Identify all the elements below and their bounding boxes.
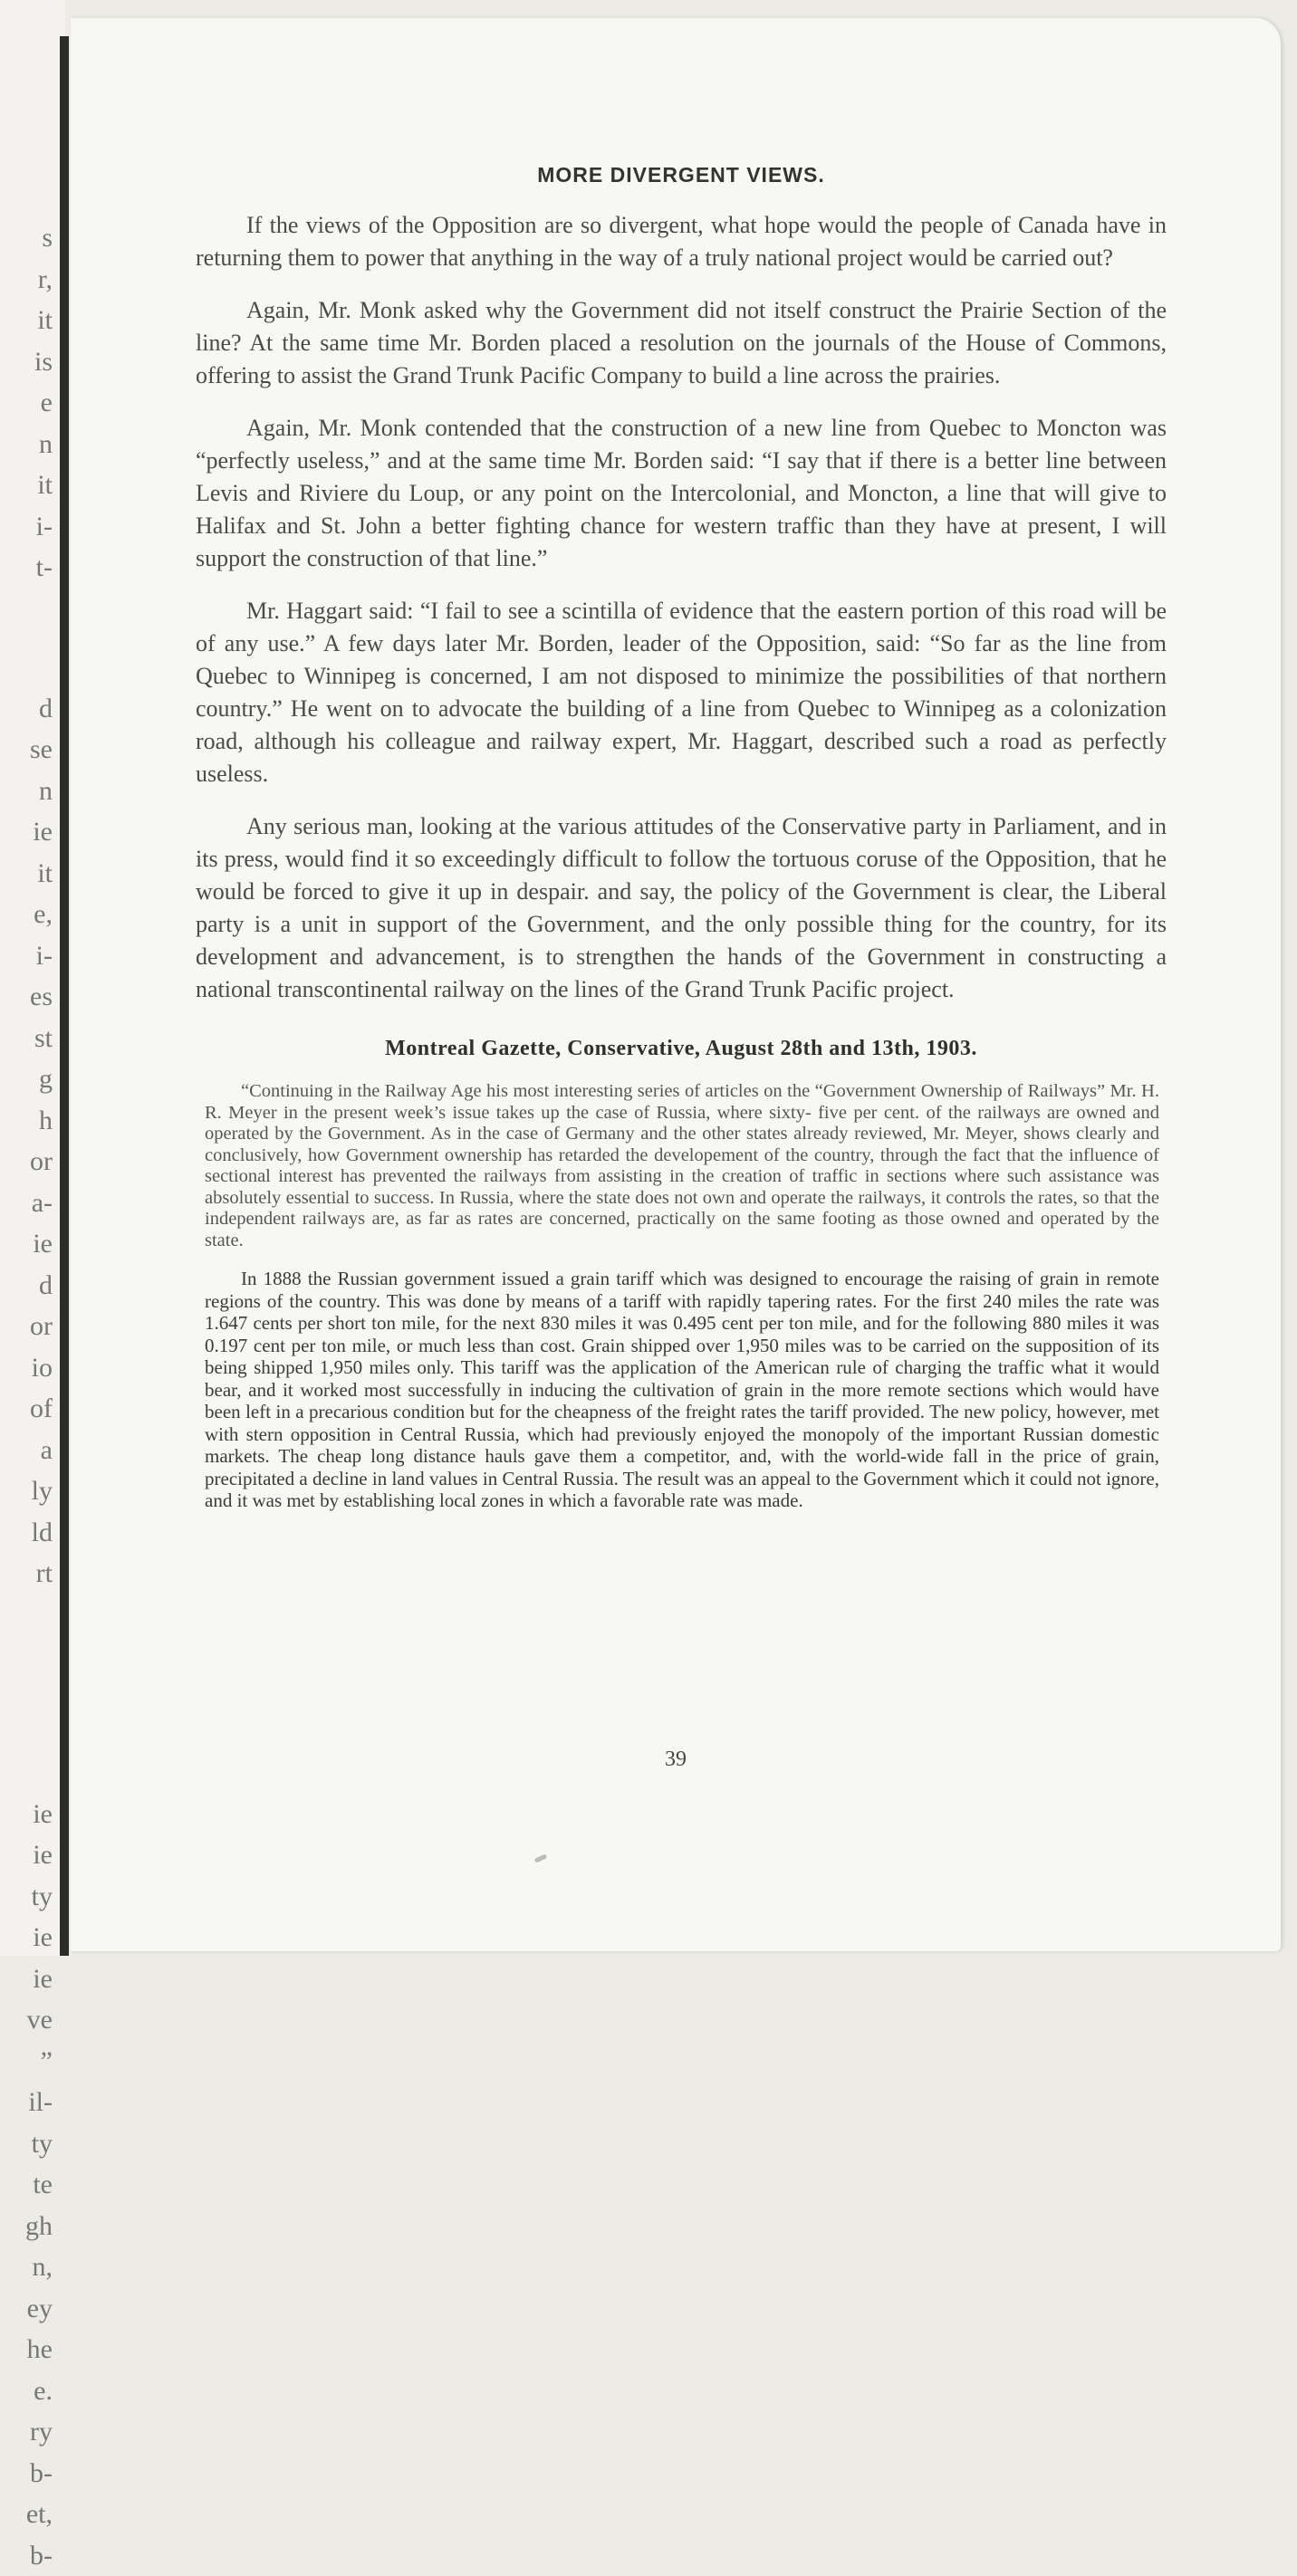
margin-fragment: n xyxy=(0,771,53,812)
margin-fragment: n, xyxy=(0,2246,53,2288)
margin-fragment: ty xyxy=(0,2123,53,2165)
quoted-paragraph-2: In 1888 the Russian government issued a grain tariff which was designed to encourage the raising of grain in remote regions of the country. This was done by means of a tariff with rapidly tapering rates. For the first 240 miles the rate was 1.647 cents per short ton mile, for the next 830 miles it was 0.495 cent per ton mile, and for the following 880 miles it was 0.197 cent per ton mile, or much less than cost. Grain shipped over 1,950 miles was to be carried on the supposition of its being shipped 1,950 miles only. This tariff was the application of the American rule of charging the traffic what it would bear, and it worked most successfully in inducing the cultivation of grain in the more remote sections which would have been left in a precarious condition but for the cheapness of the freight rates the tariff provided. The new policy, however, met with stern opposition in Central Russia, which had previously enjoyed the monopoly of the important Russian domestic markets. The cheap long distance hauls gave them a competitor, and, with the world-wide fall in the price of grain, precipitated a decline in land values in Central Russia. The result was an appeal to the Government which it could not ignore, and it was met by establishing local zones in which a favorable rate was made. xyxy=(196,1268,1167,1512)
margin-fragment: or xyxy=(0,1141,53,1183)
margin-fragment: ve xyxy=(0,1999,53,2041)
paragraph-2: Again, Mr. Monk asked why the Government did not itself construct the Prairie Section of the line? At the same time Mr. Borden placed a resolution on the journals of the House of Commons, offering to assist the Grand Trunk Pacific Company to build a line across the prairies. xyxy=(196,294,1167,392)
margin-fragment: ie xyxy=(0,1958,53,2000)
margin-fragment: te xyxy=(0,2164,53,2206)
margin-fragment: ty xyxy=(0,1876,53,1918)
margin-fragment: of xyxy=(0,1388,53,1430)
book-spine xyxy=(60,36,69,1956)
margin-fragment: e xyxy=(0,382,53,424)
margin-fragment: n xyxy=(0,424,53,465)
margin-fragment: st xyxy=(0,1018,53,1059)
paragraph-4: Mr. Haggart said: “I fail to see a scintilla of evidence that the eastern portion of this road will be of any use.” A few days later Mr. Borden, leader of the Opposition, said: “So far as the line from Quebec to Winnipeg is concerned, I am not disposed to minimize the possibilities of that northern country.” He went on to advocate the building of a line from Quebec to Winnipeg as a colonization road, although his colleague and railway expert, Mr. Haggart, described such a road as perfectly useless. xyxy=(196,595,1167,790)
margin-fragment: e. xyxy=(0,2370,53,2412)
margin-fragment: rt xyxy=(0,1553,53,1594)
margin-fragment: io xyxy=(0,1347,53,1389)
margin-fragment: e, xyxy=(0,894,53,935)
margin-fragment: ie xyxy=(0,1223,53,1265)
margin-fragment: he xyxy=(0,2329,53,2370)
paragraph-1: If the views of the Opposition are so divergent, what hope would the people of Canada have in returning them to power that anything in the way of a truly national project would be carried out? xyxy=(196,209,1167,274)
quoted-source-heading: Montreal Gazette, Conservative, August 28th and 13th, 1903. xyxy=(196,1037,1167,1061)
margin-fragment: d xyxy=(0,688,53,730)
margin-fragment: ie xyxy=(0,1794,53,1835)
margin-fragment: it xyxy=(0,300,53,341)
margin-fragment xyxy=(0,589,53,688)
margin-fragment: h xyxy=(0,1100,53,1142)
margin-fragment: il- xyxy=(0,2082,53,2123)
margin-fragment: d xyxy=(0,1265,53,1307)
margin-fragment: i- xyxy=(0,506,53,548)
margin-fragment: r, xyxy=(0,259,53,301)
margin-fragment xyxy=(0,1594,53,1694)
margin-fragment: t- xyxy=(0,547,53,589)
margin-fragment: ie xyxy=(0,1834,53,1876)
adjacent-page-text-fragments xyxy=(0,217,53,2576)
margin-fragment: ey xyxy=(0,2288,53,2330)
margin-fragment: ie xyxy=(0,1917,53,1958)
margin-fragment: it xyxy=(0,464,53,506)
margin-fragment: ly xyxy=(0,1470,53,1512)
margin-fragment: gh xyxy=(0,2206,53,2247)
margin-fragment: g xyxy=(0,1058,53,1100)
paragraph-5: Any serious man, looking at the various attitudes of the Conservative party in Parliament, and in its press, would find it so exceedingly difficult to follow the tortuous coruse of the Opposition, that he would be forced to give it up in despair. and say, the policy of the Government is clear, the Liberal party is a unit in support of the Government, and the only possible thing for the country, for its development and advancement, is to strengthen the hands of the Government in constructing a national transcontinental railway on the lines of the Grand Trunk Pacific project. xyxy=(196,810,1167,1006)
margin-fragment: et, xyxy=(0,2494,53,2535)
margin-fragment: it xyxy=(0,853,53,895)
margin-fragment: i- xyxy=(0,935,53,977)
paper-blemish xyxy=(534,1853,548,1863)
margin-fragment: is xyxy=(0,341,53,383)
quoted-paragraph-1: “Continuing in the Railway Age his most interesting series of articles on the “Government Ownership of Railways” Mr. H. R. Meyer in the present week’s issue takes up the case of Russia, where sixty- five per cent. of the railways are owned and operated by the Government. As in the case of Germany and the other states already reviewed, Mr. Meyer, shows clearly and conclusively, how Government ownership has retarded the developement of the country, through the fact that the influence of sectional interest has prevented the railways from assisting in the creation of traffic in sections where such assistance was absolutely essential to success. In Russia, where the state does not own and operate the railways, it controls the rates, so that the independent railways are, as far as rates are concerned, practically on the same footing as those owned and operated by the state. xyxy=(196,1081,1167,1251)
margin-fragment: or xyxy=(0,1306,53,1347)
section-title: MORE DIVERGENT VIEWS. xyxy=(196,163,1167,187)
margin-fragment: b- xyxy=(0,2535,53,2576)
margin-fragment xyxy=(0,1694,53,1794)
margin-fragment: ” xyxy=(0,2041,53,2083)
page-content xyxy=(196,163,1167,1528)
margin-fragment: ie xyxy=(0,811,53,853)
margin-fragment: se xyxy=(0,729,53,771)
margin-fragment: a xyxy=(0,1430,53,1471)
margin-fragment: a- xyxy=(0,1183,53,1224)
page xyxy=(71,18,1281,1951)
margin-fragment: b- xyxy=(0,2453,53,2495)
margin-fragment: s xyxy=(0,217,53,259)
paragraph-3: Again, Mr. Monk contended that the construction of a new line from Quebec to Moncton was “perfectly useless,” and at the same time Mr. Borden said: “I say that if there is a better line between Levis and Riviere du Loup, or any point on the Intercolonial, and Moncton, a line that will give to Halifax and St. John a better fighting chance for western traffic than they have at present, I will support the construction of that line.” xyxy=(196,412,1167,575)
margin-fragment: ry xyxy=(0,2411,53,2453)
margin-fragment: es xyxy=(0,976,53,1018)
page-number: 39 xyxy=(71,1748,1281,1772)
margin-fragment: ld xyxy=(0,1512,53,1554)
